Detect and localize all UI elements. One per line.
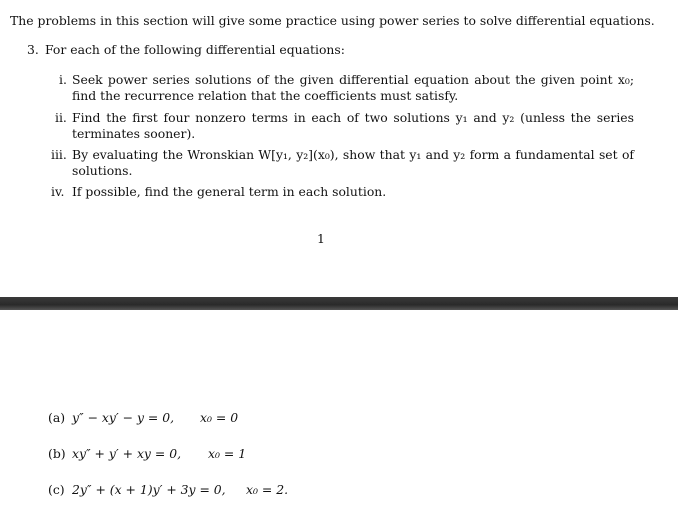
item-text-iii: By evaluating the Wronskian W[y₁, y₂](x₀), show that y₁ and y₂ form a fundamental set of solutions. xyxy=(72,147,634,178)
point-b: x₀ = 1 xyxy=(208,446,247,461)
problem-text: For each of the following differential equations: xyxy=(45,42,345,57)
equation-label-c: (c) xyxy=(48,482,65,497)
item-text-iv: If possible, find the general term in each solution. xyxy=(72,184,387,199)
item-text-i: Seek power series solutions of the given differential equation about the given point x₀; find the recurrence relation that the coefficients must satisfy. xyxy=(72,72,634,103)
item-label-i: i. xyxy=(59,72,67,87)
problem-label: 3. xyxy=(27,42,39,57)
equation-label-a: (a) xyxy=(48,410,66,425)
item-label-ii: ii. xyxy=(55,110,67,125)
equation-c: 2y″ + (x + 1)y′ + 3y = 0, xyxy=(72,482,226,497)
equation-b: xy″ + y′ + xy = 0, xyxy=(72,446,182,461)
page-separator xyxy=(0,297,678,310)
point-c: x₀ = 2. xyxy=(246,482,289,497)
intro-text: The problems in this section will give some practice using power series to solve differential equations. xyxy=(10,13,655,28)
item-label-iv: iv. xyxy=(51,184,65,199)
item-label-iii: iii. xyxy=(51,147,67,162)
equation-a: y″ − xy′ − y = 0, xyxy=(72,410,175,425)
point-a: x₀ = 0 xyxy=(200,410,239,425)
item-text-ii: Find the first four nonzero terms in each of two solutions y₁ and y₂ (unless the series terminates sooner). xyxy=(72,110,634,141)
page-number: 1 xyxy=(317,231,325,246)
equation-label-b: (b) xyxy=(48,446,66,461)
